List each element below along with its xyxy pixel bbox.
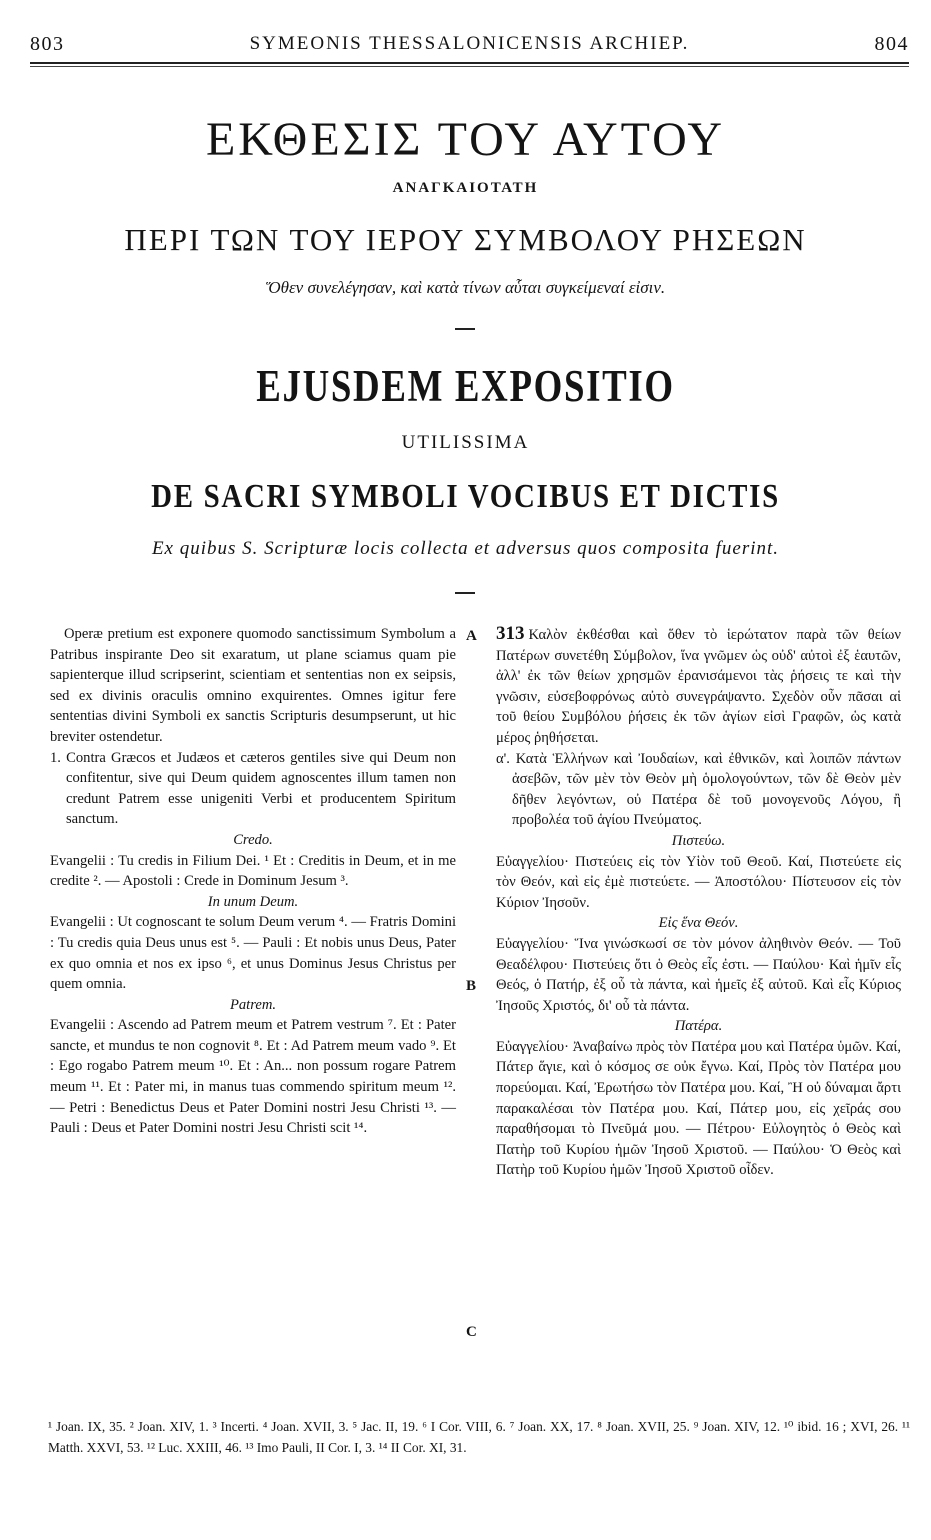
body-separator bbox=[455, 592, 475, 594]
header-rule-thin bbox=[30, 66, 909, 67]
greek-subtitle-3: Ὅθεν συνελέγησαν, καὶ κατὰ τίνων αὗται συγκείμεναί εἰσιν. bbox=[265, 278, 666, 297]
greek-heading-credo: Πιστεύω. bbox=[671, 832, 726, 849]
greek-subtitle-1: ΑΝΑΓΚΑΙΟΤΑΤΗ bbox=[392, 180, 539, 196]
greek-heading-patrem: Πατέρα. bbox=[674, 1018, 723, 1035]
latin-intro-paragraph: Operæ pretium est exponere quomodo sanctissimum Symbolum a Patribus inspirante Deo sit exaratum, ut plane sciamus quam pie sapienterque illud scripserint, scientiam et sententias non ex seipsis, sed ex divinis oraculis omnino exquirentes. Omnes igitur fere sententias divini Symboli ex sanctis Scripturis desumpserunt, ut hic breviter ostendetur. bbox=[50, 626, 456, 745]
greek-item-1: α'. Κατὰ Ἑλλήνων καὶ Ἰουδαίων, καὶ ἐθνικῶν, καὶ λοιπῶν πάντων ἀσεβῶν, τῶν μὲν τὸν Θεὸν μὴ ὁμολογούντων, τῶν δὲ Θεὸν μὲν δῆθεν λεγόντων, οὐ Πατέρα δὲ τοῦ μονογενοῦς Λόγου, ἢ προβολέα τοῦ ἁγίου Πνεύματος. bbox=[496, 750, 901, 829]
latin-main-title: EJUSDEM EXPOSITIO bbox=[256, 361, 675, 411]
latin-heading-deum: In unum Deum. bbox=[207, 893, 299, 910]
latin-item-1: 1. Contra Græcos et Judæos et cæteros gentiles sive qui Deum non confitentur, sive qui Deum quidem agnoscentes illum tamen non credunt Patrem esse unigeniti Verbi et producentem Spiritum sanctum. bbox=[50, 749, 456, 828]
footnotes-text: ¹ Joan. IX, 35. ² Joan. XIV, 1. ³ Incerti. ⁴ Joan. XVII, 3. ⁵ Jac. II, 19. ⁶ I Cor. VIII, 6. ⁷ Joan. XX, 17. ⁸ Joan. XVII, 25. ⁹ Joan. XIV, 12. ¹⁰ ibid. 16 ; XVI, 26. ¹¹ Matth. XXVI, 53. ¹² Luc. XXIII, 46. ¹³ Imo Pauli, II Cor. I, 3. ¹⁴ II Cor. XI, 31. bbox=[48, 1419, 910, 1455]
section-number: 313 bbox=[496, 623, 525, 644]
latin-subtitle-1: UTILISSIMA bbox=[401, 432, 530, 453]
greek-main-title: ΕΚΘΕΣΙΣ ΤΟΥ ΑΥΤΟΥ bbox=[205, 113, 726, 166]
latin-heading-patrem: Patrem. bbox=[229, 996, 277, 1013]
latin-heading-credo: Credo. bbox=[233, 831, 273, 848]
greek-paragraph-credo: Εὐαγγελίου· Πιστεύεις εἰς τὸν Υἱὸν τοῦ Θεοῦ. Καί, Πιστεύετε εἰς τὸν Θεόν, καὶ εἰς ἐμὲ πιστεύετε. — Ἀποστόλου· Πίστευσον εἰς τὸν Κύριον Ἰησοῦν. bbox=[496, 853, 901, 911]
page-number-right: 804 bbox=[874, 33, 909, 55]
greek-paragraph-patrem: Εὐαγγελίου· Ἀναβαίνω πρὸς τὸν Πατέρα μου καὶ Πατέρα ὑμῶν. Καί, Πάτερ ἅγιε, καὶ ὁ κόσμος σε οὐκ ἔγνω. Καί, Πρὸς τὸν Πατέρα μου πορεύομαι. Καί, Ἐρωτήσω τὸν Πατέρα μου. Καί, Ἢ οὐ δύναμαι ἄρτι παρακαλέσαι τὸν Πατέρα μου. Καί, Πάτερ μου, εἰς χεῖράς σου παραθήσομαι τὸ Πνεῦμά μου. — Πέτρου· Εὐλογητὸς ὁ Θεὸς καὶ Πατὴρ τοῦ Κυρίου ἡμῶν Ἰησοῦ Χριστοῦ. — Παύλου· Ὁ Θεὸς καὶ Πατὴρ τοῦ Κυρίου ἡμῶν Ἰησοῦ Χριστοῦ οἶδεν. bbox=[496, 1038, 901, 1179]
greek-subtitle-2: ΠΕΡΙ ΤΩΝ ΤΟΥ ΙΕΡΟΥ ΣΥΜΒΟΛΟΥ ΡΗΣΕΩΝ bbox=[124, 222, 807, 257]
greek-intro-paragraph bbox=[496, 624, 901, 749]
greek-heading-deum: Εἰς ἕνα Θεόν. bbox=[658, 915, 739, 932]
margin-marker-c: C bbox=[466, 1324, 477, 1340]
latin-subtitle-2: DE SACRI SYMBOLI VOCIBUS ET DICTIS bbox=[151, 478, 780, 515]
greek-intro-text: Καλὸν ἐκθέσθαι καὶ ὅθεν τὸ ἱερώτατον παρὰ τῶν θείων Πατέρων συνετέθη Σύμβολον, ἵνα γνῶμεν ὡς οὐδ' αὐτοὶ ἐξ ἑαυτῶν, ἀλλ' ἐκ τῶν θείων χρησμῶν ἐρανισάμενοι τὰς ῥήσεις τε καὶ τὴν γνῶσιν, εὐσεβοφρόνως αὐτὸ συνεγράψαντο. Σχεδὸν οὖν πᾶσαι αἱ τοῦ θείου Συμβόλου ῥήσεις ἐκ τῶν ἁγίων εἰσὶ Γραφῶν, ὡς κατὰ μέρος ῥηθήσεται. bbox=[496, 627, 901, 746]
margin-marker-b: B bbox=[466, 978, 477, 994]
header-rule bbox=[30, 62, 909, 64]
margin-marker-a: A bbox=[466, 628, 477, 644]
running-title: SYMEONIS THESSALONICENSIS ARCHIEP. bbox=[249, 33, 690, 54]
greek-paragraph-deum: Εὐαγγελίου· Ἵνα γινώσκωσί σε τὸν μόνον ἀληθινὸν Θεόν. — Τοῦ Θεαδέλφου· Πιστεύεις ὅτι ὁ Θεὸς εἷς ἐστι. — Παύλου· Καὶ ἡμῖν εἷς Θεός, ὁ Πατήρ, ἐξ οὗ τὰ πάντα, καὶ ἡμεῖς ἐξ αὐτοῦ. Καὶ εἷς Κύριος Ἰησοῦς Χριστός, δι' οὗ τὰ πάντα. bbox=[496, 935, 901, 1014]
latin-paragraph-deum: Evangelii : Ut cognoscant te solum Deum verum ⁴. — Fratris Domini : Tu credis quia Deus unus est ⁵. — Pauli : Et nobis unus Deus, Pater ex quo omnia et nos ex ipso ⁶, et unus Dominus Jesus Christus per quem omnia. bbox=[50, 914, 456, 993]
page-number-left: 803 bbox=[30, 33, 65, 55]
greek-column bbox=[496, 624, 901, 1181]
latin-subtitle-3: Ex quibus S. Scripturæ locis collecta et adversus quos composita fuerint. bbox=[151, 538, 780, 559]
footnotes bbox=[48, 1416, 910, 1458]
latin-paragraph-patrem: Evangelii : Ascendo ad Patrem meum et Patrem vestrum ⁷. Et : Pater sancte, et mundus te non cognovit ⁸. Et : Ad Patrem meum vado ⁹. Et : Ego rogabo Patrem meum ¹⁰. Et : An... non possum rogare Patrem meum ¹¹. Et : Pater mi, in manus tuas commendo spiritum meum ¹². — Petri : Benedictus Deus et Pater Domini nostri Jesu Christi ¹³. — Pauli : Deus et Pater Domini nostri Jesu Christi scit ¹⁴. bbox=[50, 1017, 456, 1137]
title-separator bbox=[455, 328, 475, 330]
latin-paragraph-credo: Evangelii : Tu credis in Filium Dei. ¹ Et : Creditis in Deum, et in me credite ². — Apostoli : Crede in Dominum Jesum ³. bbox=[50, 852, 456, 890]
running-head bbox=[30, 33, 909, 61]
latin-column bbox=[50, 624, 456, 1139]
